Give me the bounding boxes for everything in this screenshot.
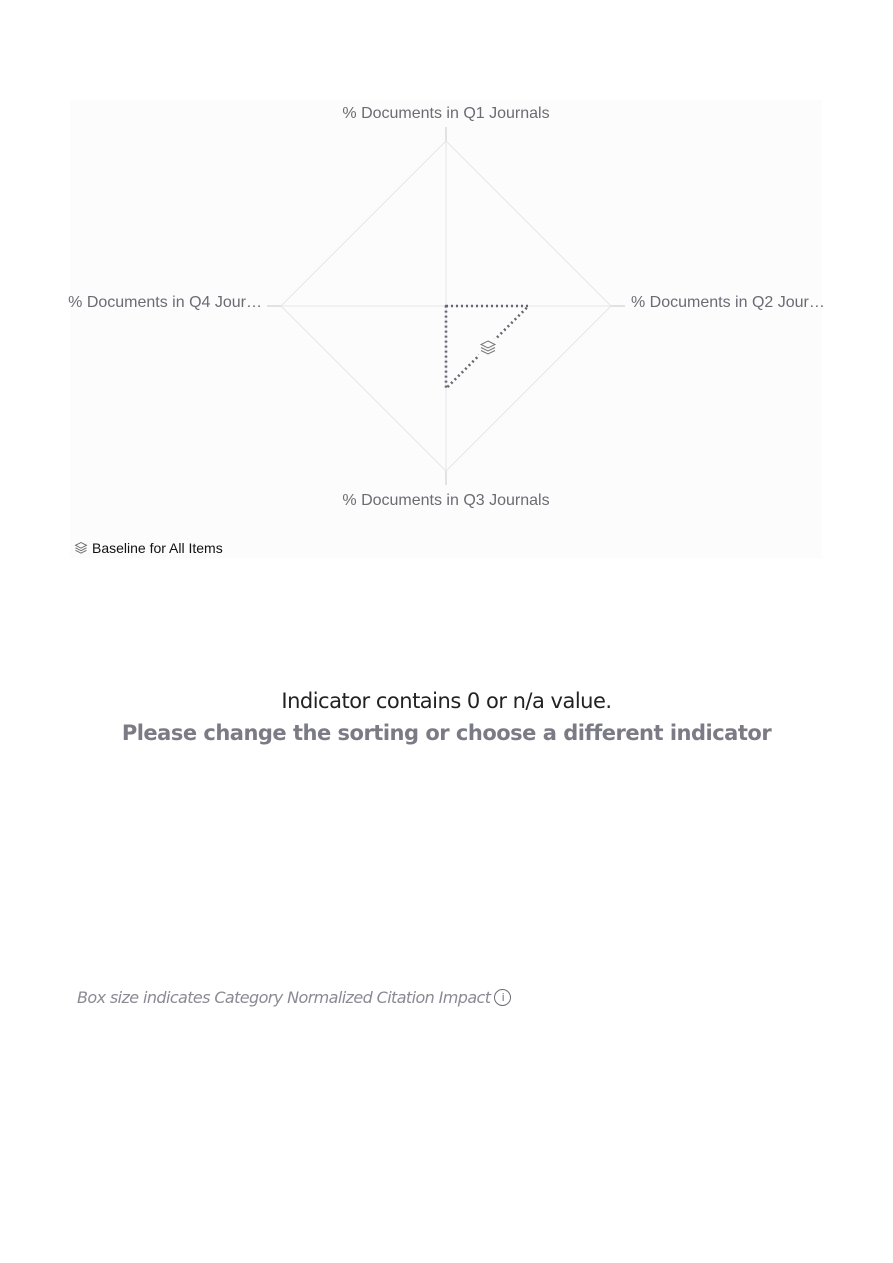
baseline-marker xyxy=(479,339,497,357)
legend-label: Baseline for All Items xyxy=(92,540,223,556)
radar-chart xyxy=(0,0,893,600)
empty-state-title: Indicator contains 0 or n/a value. xyxy=(281,689,612,713)
chart-legend xyxy=(74,539,223,557)
info-icon[interactable]: i xyxy=(494,989,511,1006)
box-size-note-text: Box size indicates Category Normalized Citation Impact xyxy=(77,988,491,1007)
box-size-note xyxy=(77,988,511,1007)
layers-icon xyxy=(74,541,88,555)
radar-axis-label: % Documents in Q2 Jour… xyxy=(631,294,825,311)
radar-axis-label: % Documents in Q4 Jour… xyxy=(68,294,262,311)
radar-axis-label: % Documents in Q3 Journals xyxy=(342,492,550,509)
layers-icon xyxy=(479,339,497,357)
empty-state-hint: Please change the sorting or choose a different indicator xyxy=(121,721,772,745)
radar-axis-label: % Documents in Q1 Journals xyxy=(342,105,550,122)
